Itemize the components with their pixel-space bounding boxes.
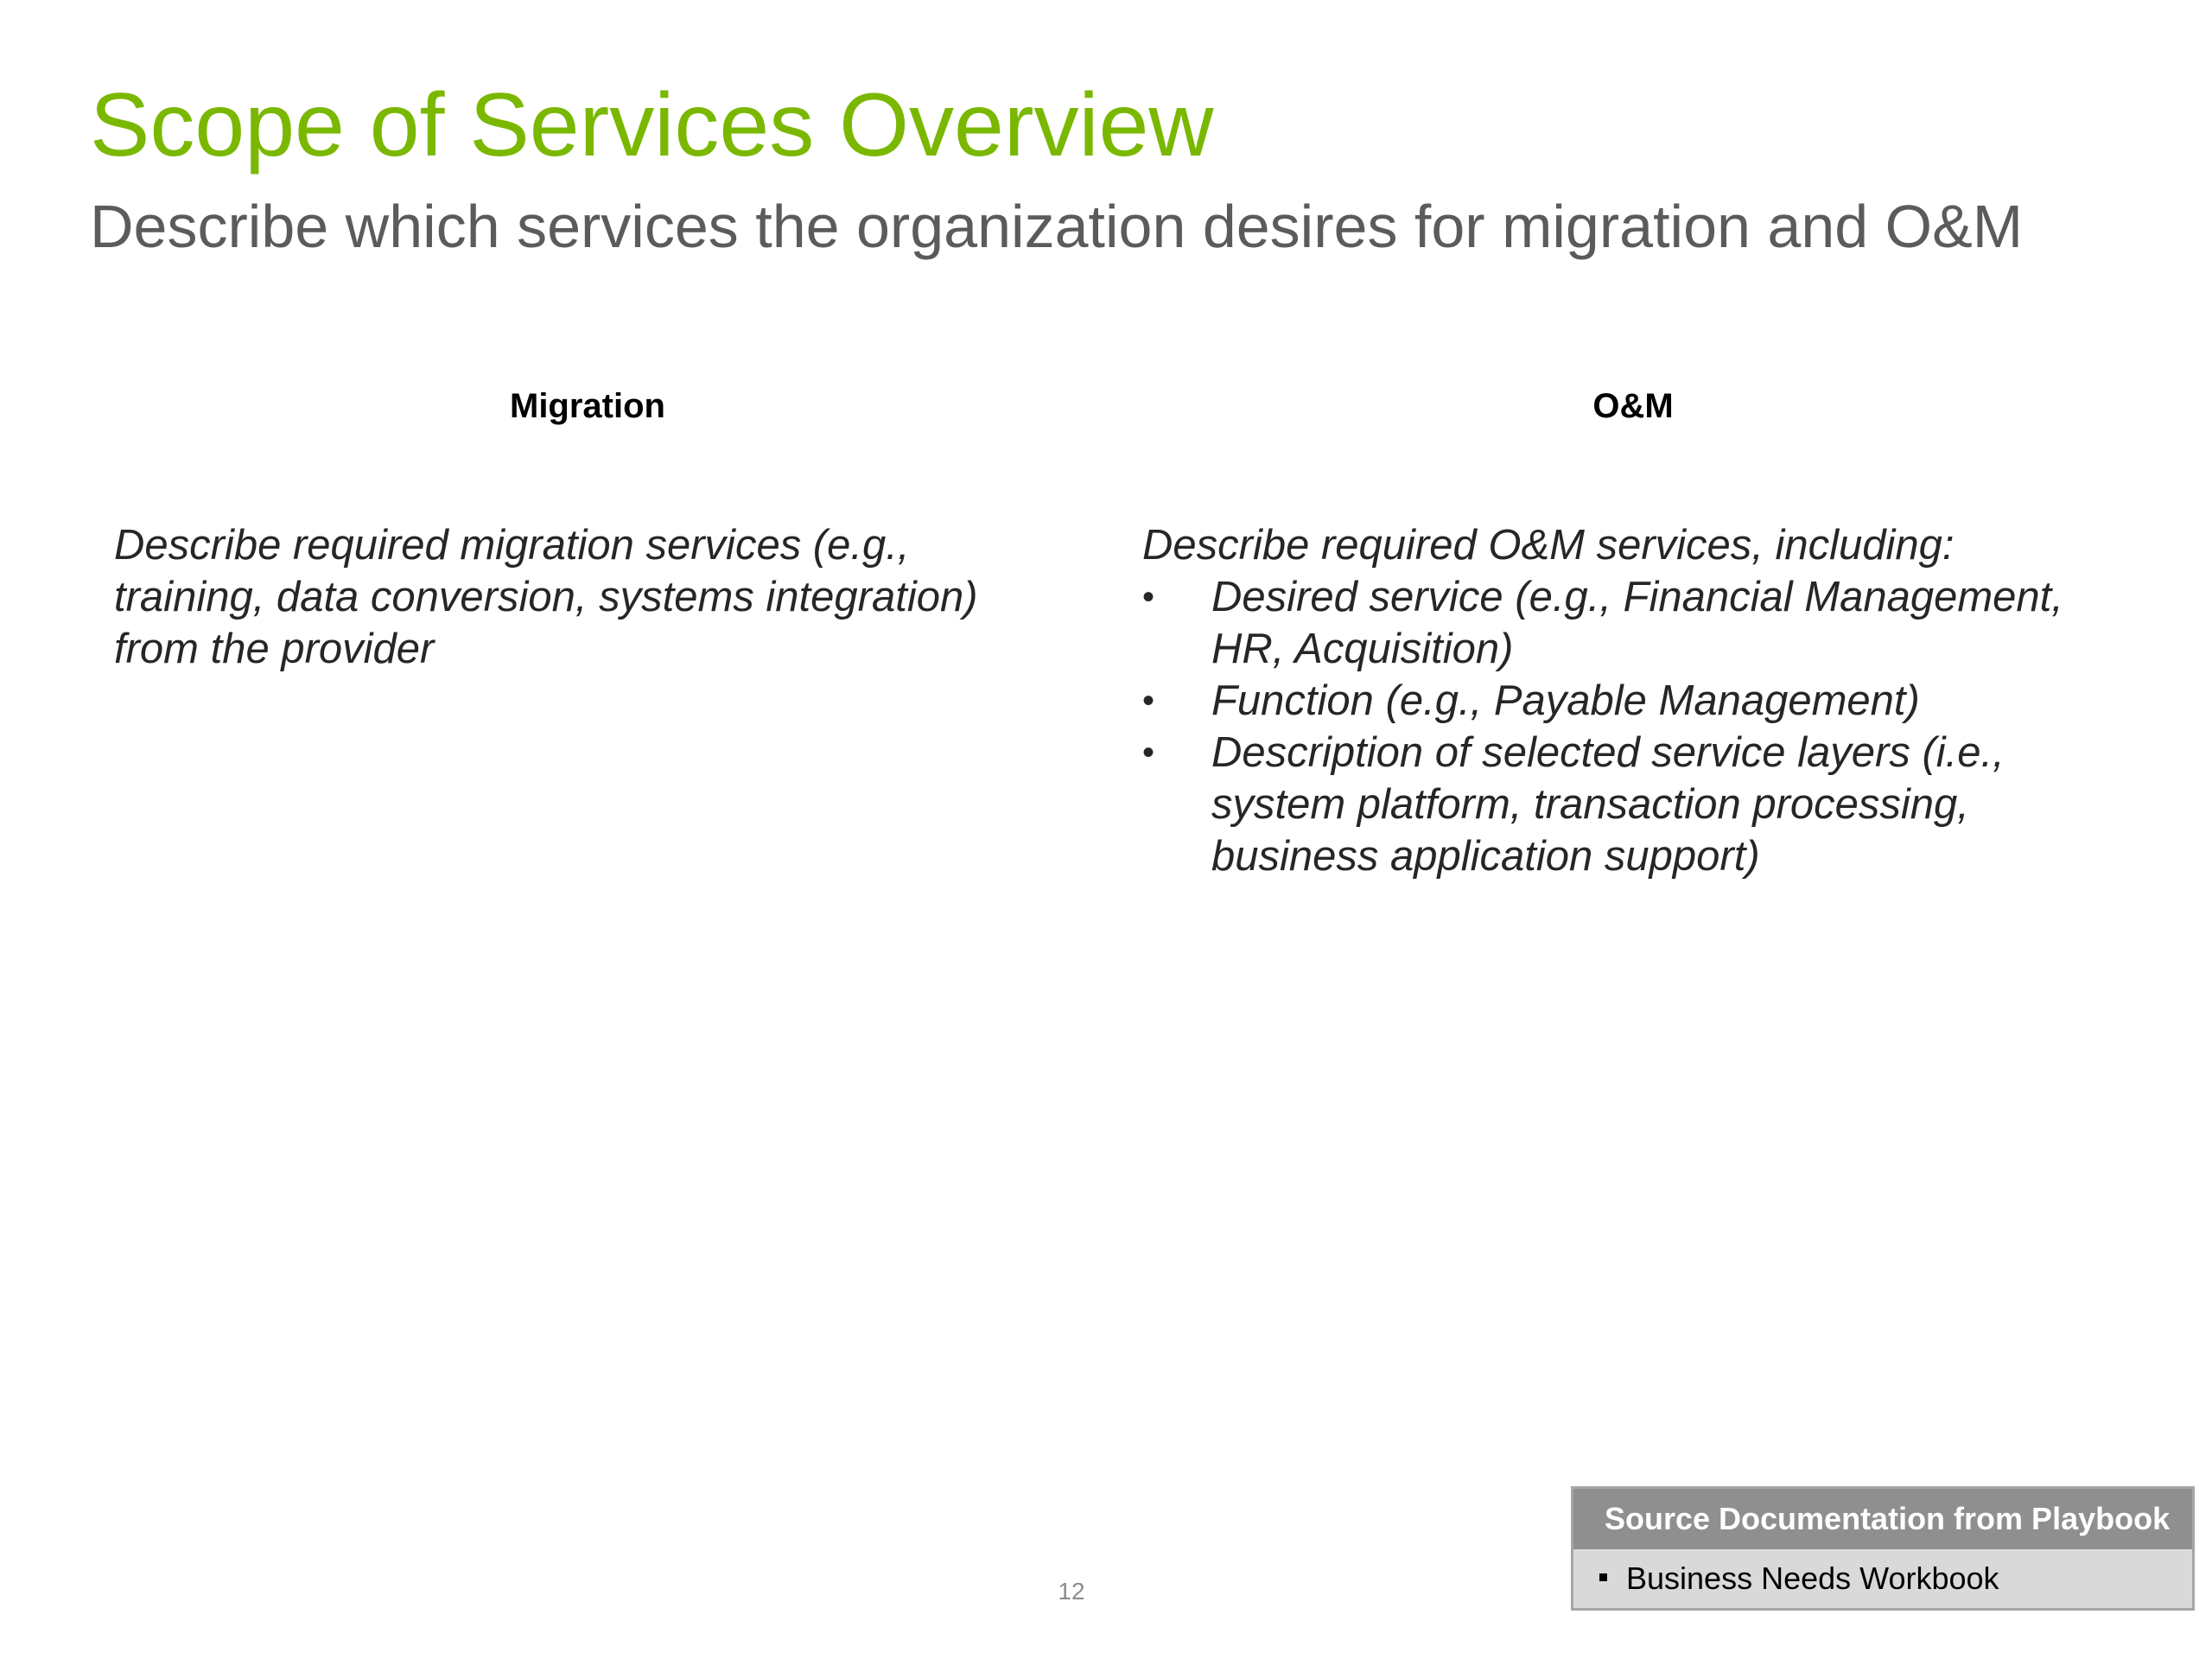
list-item: [1142, 571, 2179, 675]
bullet-icon: •: [1142, 682, 1155, 720]
om-bullet-list: [1142, 571, 2179, 882]
list-item: [1142, 727, 2179, 882]
migration-heading: Migration: [510, 387, 665, 425]
om-heading: O&M: [1592, 387, 1674, 425]
migration-description: [114, 519, 1082, 675]
migration-line: from the provider: [114, 626, 435, 672]
page-number: 12: [1058, 1578, 1085, 1605]
migration-line: Describe required migration services (e.g.,: [114, 522, 910, 569]
om-intro: Describe required O&M services, including:: [1142, 522, 1955, 569]
list-item: [1142, 675, 2179, 727]
source-item-label: Business Needs Workbook: [1626, 1560, 1999, 1596]
slide-subtitle: Describe which services the organization desires for migration and O&M: [90, 193, 2024, 260]
list-item-line: business application support): [1211, 833, 1760, 880]
bullet-icon: •: [1142, 578, 1155, 616]
bullet-icon: •: [1142, 734, 1155, 772]
source-box-header: Source Documentation from Playbook: [1573, 1489, 2192, 1549]
square-bullet-icon: [1599, 1573, 1607, 1581]
source-documentation-box: [1571, 1486, 2195, 1611]
list-item-line: HR, Acquisition): [1211, 626, 1514, 672]
migration-line: training, data conversion, systems integration): [114, 574, 978, 620]
list-item-line: system platform, transaction processing,: [1211, 781, 1969, 828]
slide-title: Scope of Services Overview: [90, 75, 1214, 175]
list-item-line: Description of selected service layers (i.e.,: [1211, 729, 2005, 776]
list-item-line: Desired service (e.g., Financial Management,: [1211, 574, 2063, 620]
source-item: [1573, 1549, 2192, 1608]
list-item-line: Function (e.g., Payable Management): [1211, 677, 1920, 724]
om-description: [1142, 519, 2179, 882]
